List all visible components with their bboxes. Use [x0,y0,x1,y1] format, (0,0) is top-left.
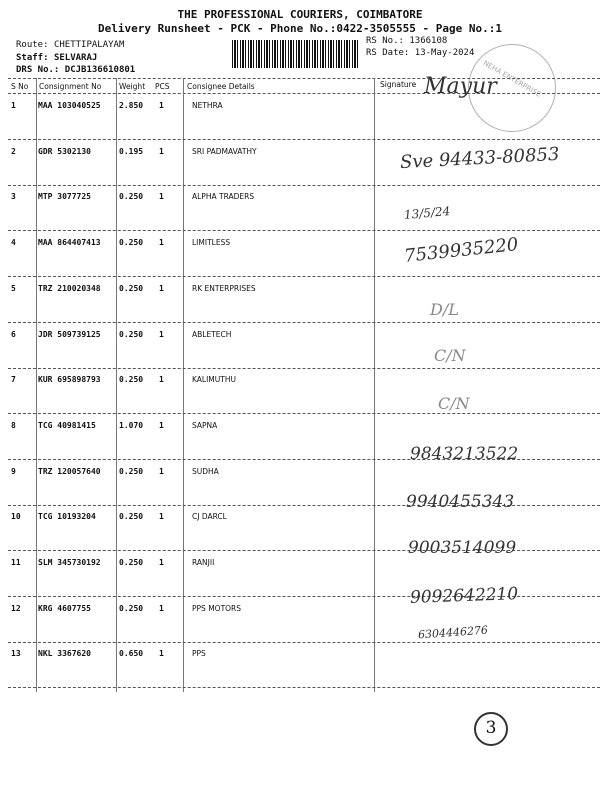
signature-row-12: 6304446276 [417,623,489,642]
row-consignment: MAA 864407413 [38,238,101,247]
row-sno: 7 [11,375,16,384]
col-divider [183,78,184,692]
row-weight: 0.250 [119,375,144,384]
row-consignment: SLM 345730192 [38,558,101,567]
row-consignee: RK ENTERPRISES [192,284,256,293]
row-divider [8,322,600,323]
row-consignee: SUDHA [192,467,219,476]
row-pcs: 1 [159,467,164,476]
row-sno: 2 [11,147,16,156]
header-weight: Weight [119,82,146,91]
row-pcs: 1 [159,238,164,247]
rs-no-value: 1366108 [409,36,448,46]
row-pcs: 1 [159,375,164,384]
signature-row-9: 9940455343 [406,492,515,512]
header-signature: Signature [380,80,417,89]
row-pcs: 1 [159,101,164,110]
row-pcs: 1 [159,604,164,613]
row-divider [8,139,600,140]
row-weight: 0.250 [119,330,144,339]
row-pcs: 1 [159,558,164,567]
rs-no-label: RS No.: [366,36,404,46]
row-consignment: JDR 509739125 [38,330,101,339]
table-top-rule [8,78,600,79]
row-consignee: RANJII [192,558,215,567]
row-sno: 4 [11,238,16,247]
header-sno: S No [11,82,29,91]
header-consignee: Consignee Details [187,82,255,91]
row-consignee: CJ DARCL [192,512,227,521]
row-consignee: ABLETECH [192,330,232,339]
row-sno: 11 [11,558,21,567]
row-weight: 0.250 [119,467,144,476]
row-sno: 12 [11,604,21,613]
row-pcs: 1 [159,192,164,201]
row-sno: 6 [11,330,16,339]
row-consignee: SAPNA [192,421,218,430]
row-sno: 9 [11,467,16,476]
col-divider [116,78,117,692]
row-pcs: 1 [159,421,164,430]
row-consignment: TRZ 120057640 [38,467,101,476]
barcode [232,40,358,68]
signature-row-5: D/L [430,300,459,319]
row-weight: 0.250 [119,512,144,521]
row-pcs: 1 [159,649,164,658]
row-pcs: 1 [159,284,164,293]
row-weight: 1.070 [119,421,144,430]
row-consignee: PPS [192,649,206,658]
row-sno: 10 [11,512,21,521]
header-pcs: PCS [155,82,170,91]
signature-row-3: 13/5/24 [403,204,451,222]
col-divider [374,78,375,692]
signature-row-1: Mayur [424,74,497,99]
signature-row-4: 7539935220 [403,234,520,267]
row-sno: 1 [11,101,16,110]
row-consignment: GDR 5302130 [38,147,91,156]
row-consignment: NKL 3367620 [38,649,91,658]
stamp-text: NEHA ENTERPRISE [481,59,543,99]
row-sno: 8 [11,421,16,430]
rs-date-label: RS Date: [366,48,410,58]
drs-label: DRS No.: [16,65,60,75]
company-title: THE PROFESSIONAL COURIERS, COIMBATORE [177,8,423,21]
row-consignment: MTP 3077725 [38,192,91,201]
row-pcs: 1 [159,330,164,339]
row-divider [8,687,600,688]
signature-row-11: 9092642210 [409,584,519,608]
staff-line [16,53,97,63]
signature-row-2: Sve 94433-80853 [399,143,560,174]
rs-date-line [366,48,474,58]
row-weight: 0.195 [119,147,144,156]
header-consignment: Consignment No [39,82,102,91]
signature-row-6: C/N [434,346,466,365]
row-consignee: SRI PADMAVATHY [192,147,257,156]
signature-row-8: 9843213522 [410,444,519,464]
rs-no-line [366,36,447,46]
runsheet-subtitle: Delivery Runsheet - PCK - Phone No.:0422-3505555 - Page No.:1 [98,22,502,35]
row-weight: 2.850 [119,101,144,110]
row-divider [8,230,600,231]
row-consignment: MAA 103040525 [38,101,101,110]
table-header-rule [8,93,600,94]
rs-date-value: 13-May-2024 [414,48,475,58]
staff-value: SELVARAJ [53,53,98,63]
row-weight: 0.250 [119,238,144,247]
row-consignment: KRG 4607755 [38,604,91,613]
row-weight: 0.650 [119,649,144,658]
row-divider [8,413,600,414]
signature-row-10: 9003514099 [408,538,517,558]
row-consignee: PPS MOTORS [192,604,242,613]
row-consignment: TRZ 210020348 [38,284,101,293]
row-weight: 0.250 [119,284,144,293]
row-sno: 13 [11,649,21,658]
drs-line [16,65,135,75]
staff-label: Staff: [16,53,49,63]
col-divider [36,78,37,692]
row-pcs: 1 [159,512,164,521]
signature-row-7: C/N [438,394,470,413]
route-label: Route: [16,40,49,50]
row-consignment: TCG 10193204 [38,512,96,521]
row-consignee: LIMITLESS [192,238,231,247]
route-value: CHETTIPALAYAM [53,40,125,50]
row-weight: 0.250 [119,558,144,567]
row-divider [8,368,600,369]
route-line [16,40,124,50]
row-divider [8,276,600,277]
row-consignee: KALIMUTHU [192,375,236,384]
row-sno: 5 [11,284,16,293]
row-consignment: TCG 40981415 [38,421,96,430]
row-sno: 3 [11,192,16,201]
drs-value: DCJB136610801 [64,65,136,75]
circled-page-mark: 3 [474,712,508,746]
row-pcs: 1 [159,147,164,156]
row-weight: 0.250 [119,192,144,201]
row-consignee: ALPHA TRADERS [192,192,255,201]
row-weight: 0.250 [119,604,144,613]
row-divider [8,642,600,643]
row-consignment: KUR 695898793 [38,375,101,384]
row-consignee: NETHRA [192,101,223,110]
row-divider [8,185,600,186]
